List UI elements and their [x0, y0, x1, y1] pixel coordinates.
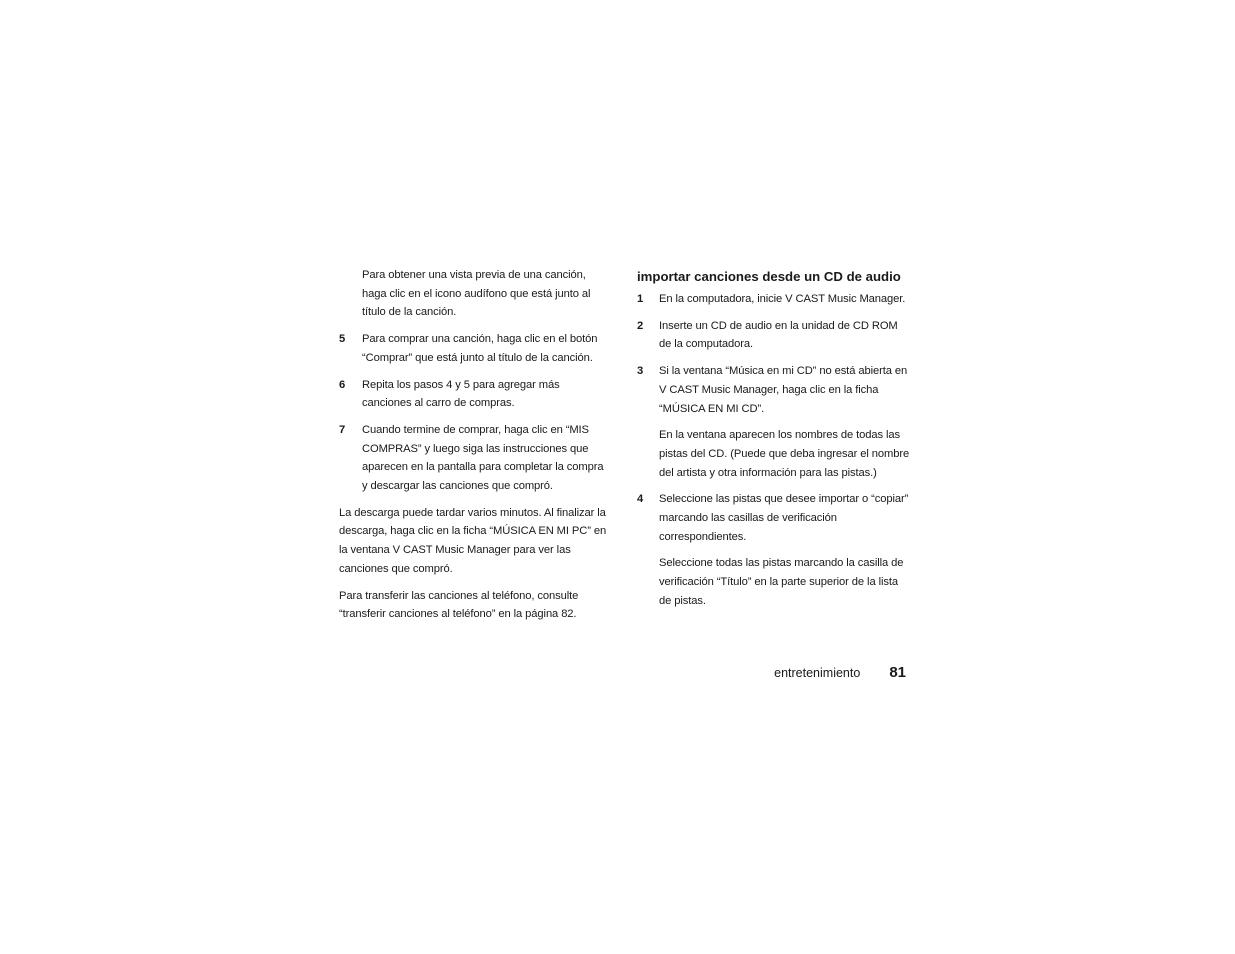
footer-section-name: entretenimiento	[774, 666, 861, 680]
step-1	[637, 290, 912, 309]
download-paragraph: La descarga puede tardar varios minutos. Al finalizar la descarga, haga clic en la ficha “MÚSICA EN MI PC” en la ventana V CAST Music Manager para ver las canciones que compró.	[339, 506, 607, 575]
section-title: importar canciones desde un CD de audio	[637, 269, 901, 284]
step-6	[339, 376, 611, 413]
step-number: 7	[339, 423, 346, 436]
step-text: Para comprar una canción, haga clic en el botón “Comprar” que está junto al título de la canción.	[362, 333, 598, 364]
step-number: 6	[339, 378, 346, 391]
page-footer	[600, 664, 906, 681]
step-text: En la computadora, inicie V CAST Music Manager.	[659, 293, 906, 305]
step-4	[637, 490, 912, 546]
step-number: 1	[637, 293, 644, 305]
right-column	[637, 266, 912, 619]
step-number: 3	[637, 365, 644, 378]
step-text: Inserte un CD de audio en la unidad de CD ROM de la computadora.	[659, 319, 898, 351]
left-column	[339, 266, 611, 632]
step-number: 5	[339, 333, 346, 346]
step-7	[339, 421, 611, 496]
step-number: 2	[637, 319, 644, 332]
page-number: 81	[889, 664, 906, 681]
step-number: 4	[637, 493, 644, 506]
step-text: Cuando termine de comprar, haga clic en “MIS COMPRAS” y luego siga las instrucciones que aparecen en la pantalla para completar la compra y descargar las canciones que compró.	[362, 423, 604, 493]
step-3	[637, 362, 912, 418]
step-4-note: Seleccione todas las pistas marcando la casilla de verificación “Título” en la parte superior de la lista de pistas.	[659, 557, 904, 607]
step-3-note: En la ventana aparecen los nombres de todas las pistas del CD. (Puede que deba ingresar el nombre del artista y otra información para las pistas.)	[659, 429, 910, 479]
step-text: Seleccione las pistas que desee importar o “copiar” marcando las casillas de verificación correspondientes.	[659, 493, 909, 543]
step-2	[637, 317, 912, 354]
preview-paragraph: Para obtener una vista previa de una canción, haga clic en el icono audífono que está junto al título de la canción.	[362, 269, 591, 319]
step-5	[339, 330, 611, 367]
transfer-paragraph: Para transferir las canciones al teléfono, consulte “transferir canciones al teléfono” en la página 82.	[339, 589, 579, 621]
step-text: Si la ventana “Música en mi CD” no está abierta en V CAST Music Manager, haga clic en la ficha “MÚSICA EN MI CD”.	[659, 365, 908, 415]
step-text: Repita los pasos 4 y 5 para agregar más canciones al carro de compras.	[362, 378, 560, 410]
